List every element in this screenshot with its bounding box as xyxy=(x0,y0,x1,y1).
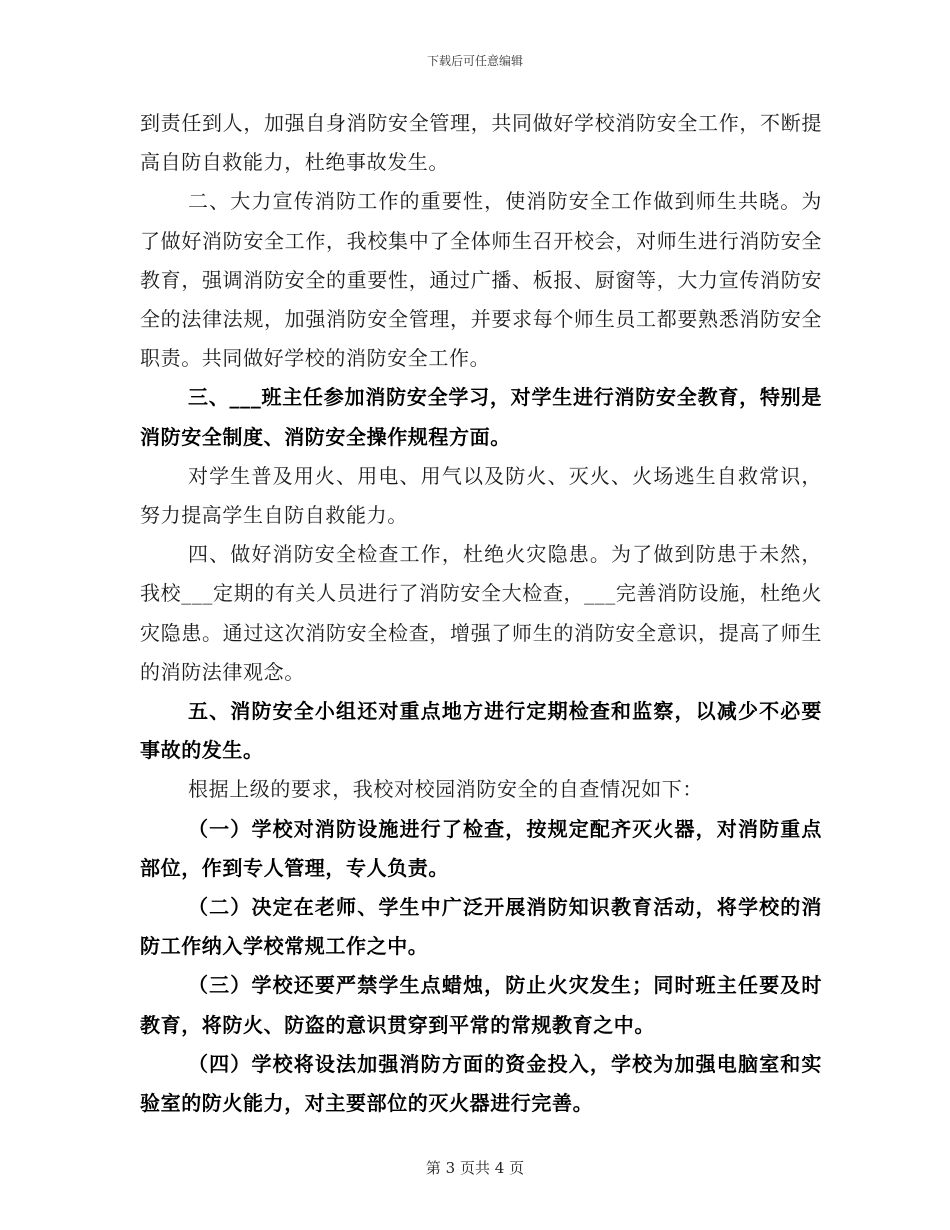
page-header: 下载后可任意编辑 xyxy=(426,54,523,68)
paragraph-student-education: 对学生普及用火、用电、用气以及防火、灭火、火场逃生自救常识，努力提高学生自防自救能力。 xyxy=(140,463,822,528)
paragraph-section-five: 五、消防安全小组还对重点地方进行定期检查和监察，以减少不必要事故的发生。 xyxy=(140,699,822,763)
paragraph-self-check-intro: 根据上级的要求，我校对校园消防安全的自查情况如下： xyxy=(188,777,703,802)
paragraph-item-one: （一）学校对消防设施进行了检查，按规定配齐灭火器，对消防重点部位，作到专人管理，专人负责。 xyxy=(140,816,822,880)
page-number-footer: 第 3 页共 4 页 xyxy=(425,1159,525,1177)
document-body xyxy=(140,104,822,1123)
paragraph-continuation: 到责任到人，加强自身消防安全管理，共同做好学校消防安全工作，不断提高自防自救能力，杜绝事故发生。 xyxy=(140,111,822,175)
paragraph-section-four: 四、做好消防安全检查工作，杜绝火灾隐患。为了做到防患于未然，我校___定期的有关人员进行了消防安全大检查，___完善消防设施，杜绝火灾隐患。通过这次消防安全检查，增强了师生的消防安全意识，提高了师生的消防法律观念。 xyxy=(140,542,822,684)
paragraph-section-two: 二、大力宣传消防工作的重要性，使消防安全工作做到师生共晓。为了做好消防安全工作，我校集中了全体师生召开校会，对师生进行消防安全教育，强调消防安全的重要性，通过广播、板报、厨窗等，大力宣传消防安全的法律法规，加强消防安全管理，并要求每个师生员工都要熟悉消防安全职责。共同做好学校的消防安全工作。 xyxy=(140,189,822,371)
paragraph-item-two: （二）决定在老师、学生中广泛开展消防知识教育活动，将学校的消防工作纳入学校常规工作之中。 xyxy=(140,895,822,959)
paragraph-item-three: （三）学校还要严禁学生点蜡烛，防止火灾发生；同时班主任要及时教育，将防火、防盗的意识贯穿到平常的常规教育之中。 xyxy=(140,973,822,1037)
paragraph-item-four: （四）学校将设法加强消防方面的资金投入，学校为加强电脑室和实验室的防火能力，对主要部位的灭火器进行完善。 xyxy=(140,1051,822,1116)
paragraph-section-three: 三、___班主任参加消防安全学习，对学生进行消防安全教育，特别是消防安全制度、消防安全操作规程方面。 xyxy=(140,385,822,449)
